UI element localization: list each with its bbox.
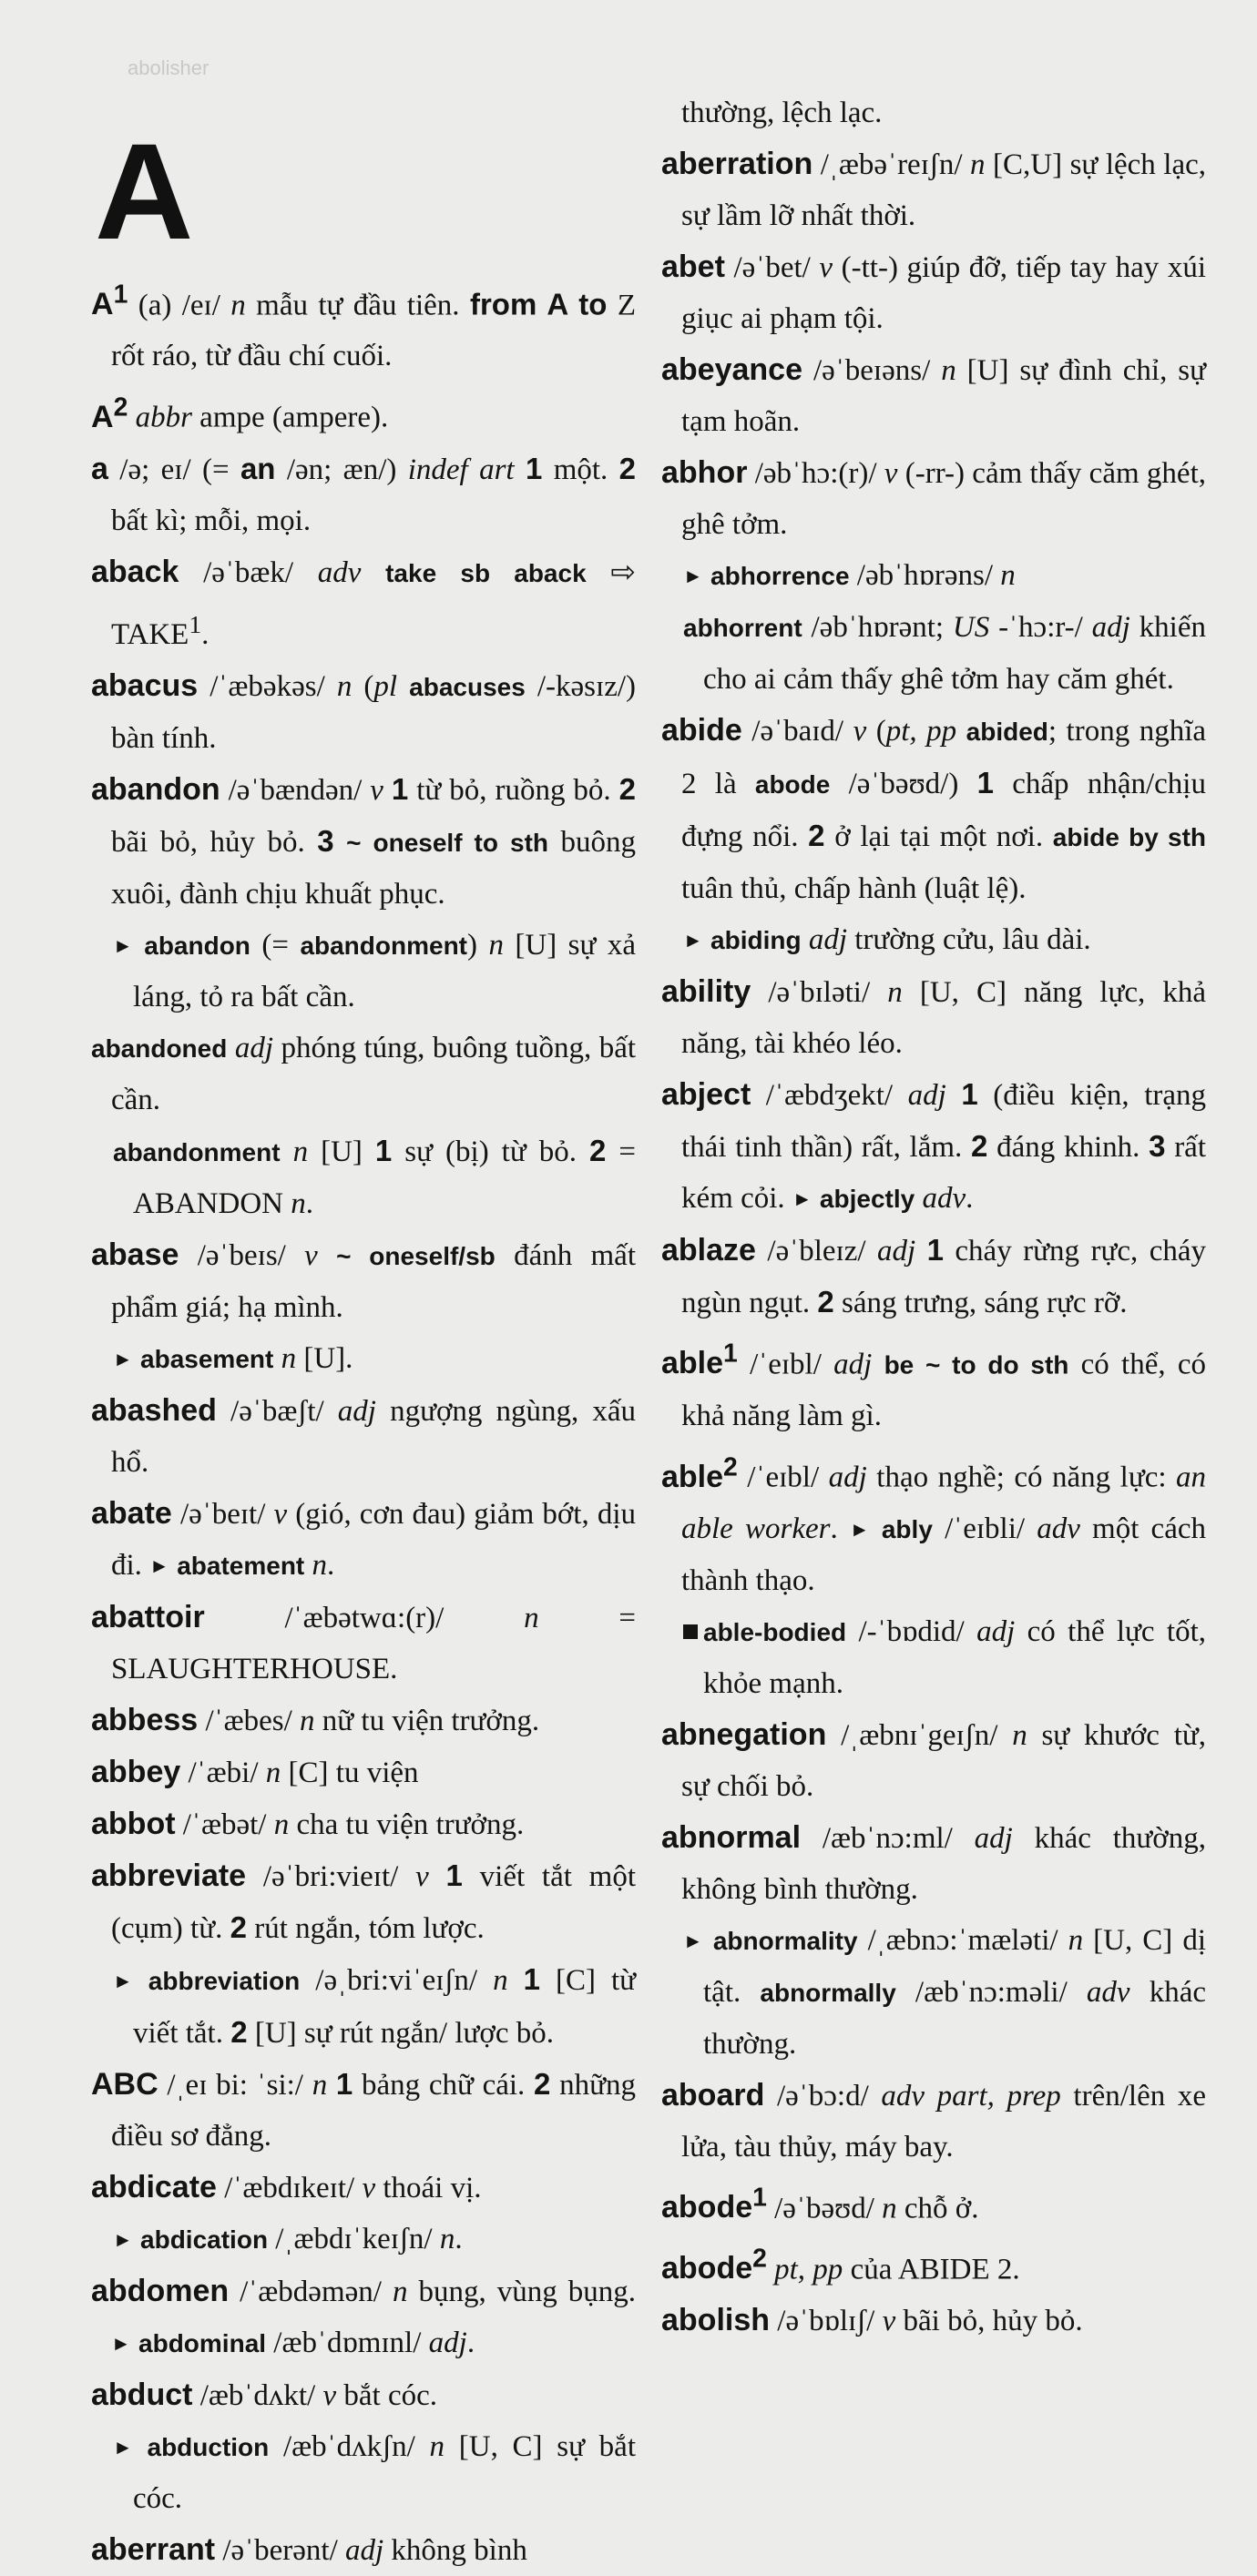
right-column	[661, 0, 1206, 2347]
dictionary-entry: a /ə; eɪ/ (= an /ən; æn/) indef art 1 một. 2 bất kì; mỗi, mọi.	[91, 451, 637, 537]
dictionary-entry: abacus /ˈæbəkəs/ n (pl abacuses /-kəsɪz/) bàn tính.	[91, 667, 636, 755]
show-through-header: abolisher	[128, 56, 210, 79]
dictionary-entry: aback /əˈbæk/ adv take sb aback ⇨ TAKE$^1$.	[91, 554, 636, 651]
dictionary-entry: $A^1$ (a) /eɪ/ n mẫu tự đầu tiên. from A to Z rốt ráo, từ đầu chí cuối.	[91, 280, 636, 373]
dictionary-entry: ► abandon (= abandonment) n [U] sự xả láng, tỏ ra bất cần.	[113, 928, 637, 1013]
left-entries	[91, 270, 636, 2576]
dictionary-entry: ► abdication /ˌæbdɪˈkeɪʃn/ n.	[113, 2222, 463, 2255]
dictionary-entry: ► abiding adj trường cửu, lâu dài.	[683, 923, 1091, 956]
dictionary-entry: abase /əˈbeɪs/ v ~ oneself/sb đánh mất phẩm giá; hạ mình.	[91, 1237, 636, 1324]
dictionary-entry: abide /əˈbaɪd/ v (pt, pp abided; trong nghĩa 2 là abode /əˈbəʊd/) 1 chấp nhận/chịu đựng nổi. 2 ở lại tại một nơi. abide by sth tuân thủ, chấp hành (luật lệ).	[661, 713, 1207, 905]
dictionary-entry: abdomen /ˈæbdəmən/ n bụng, vùng bụng. ► abdominal /æbˈdɒmɪnl/ adj.	[91, 2273, 636, 2359]
dictionary-entry: ► abhorrence /əbˈhɒrəns/ n	[683, 559, 1016, 592]
dictionary-entry: abate /əˈbeɪt/ v (gió, cơn đau) giảm bớt, dịu đi. ► abatement n.	[91, 1495, 636, 1582]
dictionary-entry: abduct /æbˈdʌkt/ v bắt cóc.	[91, 2377, 437, 2412]
dictionary-entry: ablaze /əˈbleɪz/ adj 1 cháy rừng rực, cháy ngùn ngụt. 2 sáng trưng, sáng rực rỡ.	[661, 1233, 1206, 1319]
dictionary-entry: abhor /əbˈhɔ:(r)/ v (-rr-) cảm thấy căm ghét, ghê tởm.	[661, 455, 1206, 541]
dictionary-entry: abode$^2$ pt, pp của ABIDE 2.	[661, 2244, 1020, 2286]
dictionary-entry: abbot /ˈæbət/ n cha tu viện trưởng.	[91, 1806, 525, 1841]
dictionary-entry: abhorrent /əbˈhɒrənt; US -ˈhɔ:r-/ adj khiến cho ai cảm thấy ghê tởm hay căm ghét.	[683, 611, 1206, 696]
dictionary-entry: ► abbreviation /əˌbri:viˈeɪʃn/ n 1 [C] từ viết tắt. 2 [U] sự rút ngắn/ lược bỏ.	[113, 1961, 637, 2050]
dictionary-entry: able$^2$ /ˈeɪbl/ adj thạo nghề; có năng lực: an able worker. ► ably /ˈeɪbli/ adv một cách thành thạo.	[661, 1452, 1207, 1597]
dictionary-entry: abeyance /əˈbeɪəns/ n [U] sự đình chỉ, sự tạm hoãn.	[661, 352, 1207, 438]
section-letter: A	[95, 115, 194, 268]
dictionary-entry: ABC /ˌeɪ bi: ˈsi:/ n 1 bảng chữ cái. 2 những điều sơ đẳng.	[91, 2066, 636, 2153]
dictionary-entry: abattoir /ˈæbətwɑ:(r)/ n = SLAUGHTERHOUSE.	[91, 1599, 636, 1685]
dictionary-entry: abdicate /ˈæbdɪkeɪt/ v thoái vị.	[91, 2169, 482, 2204]
dictionary-entry: abbreviate /əˈbri:vieɪt/ v 1 viết tắt một (cụm) từ. 2 rút ngắn, tóm lược.	[91, 1858, 637, 1945]
dictionary-entry: abet /əˈbet/ v (-tt-) giúp đỡ, tiếp tay hay xúi giục ai phạm tội.	[661, 249, 1206, 335]
dictionary-entry: aberration /ˌæbəˈreɪʃn/ n [C,U] sự lệch lạc, sự lầm lỡ nhất thời.	[661, 147, 1206, 232]
right-entries	[661, 87, 1206, 2347]
dictionary-entry: abnormal /æbˈnɔ:ml/ adj khác thường, không bình thường.	[661, 1819, 1206, 1906]
dictionary-entry: aboard /əˈbɔ:d/ adv part, prep trên/lên xe lửa, tàu thủy, máy bay.	[661, 2077, 1206, 2164]
dictionary-entry: able$^1$ /ˈeɪbl/ adj be ~ to do sth có thể, có khả năng làm gì.	[661, 1339, 1207, 1433]
dictionary-entry: able-bodied /-ˈbɒdid/ adj có thể lực tốt, khỏe mạnh.	[661, 1606, 1206, 1709]
dictionary-entry: abashed /əˈbæʃt/ adj ngượng ngùng, xấu hổ.	[91, 1392, 636, 1479]
dictionary-entry: thường, lệch lạc.	[681, 97, 883, 129]
dictionary-entry: ► abduction /æbˈdʌkʃn/ n [U, C] sự bắt cóc.	[113, 2429, 637, 2515]
dictionary-entry: abode$^1$ /əˈbəʊd/ n chỗ ở.	[661, 2183, 979, 2225]
dictionary-entry: ► abasement n [U].	[113, 1341, 353, 1375]
dictionary-entry: aberrant /əˈberənt/ adj không bình	[91, 2531, 527, 2567]
dictionary-entry: abolish /əˈbɒlɪʃ/ v bãi bỏ, hủy bỏ.	[661, 2303, 1083, 2338]
left-column	[91, 0, 636, 2576]
dictionary-entry: abandon /əˈbændən/ v 1 từ bỏ, ruồng bỏ. 2 bãi bỏ, hủy bỏ. 3 ~ oneself to sth buông xuôi, đành chịu khuất phục.	[91, 771, 637, 911]
dictionary-entry: ► abnormality /ˌæbnɔ:ˈmæləti/ n [U, C] dị tật. abnormally /æbˈnɔ:məli/ adv khác thường.	[683, 1923, 1206, 2061]
dictionary-entry: abandoned adj phóng túng, buông tuồng, bất cần.	[91, 1031, 637, 1116]
dictionary-entry: abbey /ˈæbi/ n [C] tu viện	[91, 1754, 419, 1789]
dictionary-entry: abandonment n [U] 1 sự (bị) từ bỏ. 2 = ABANDON n.	[113, 1133, 636, 1220]
dictionary-entry: abbess /ˈæbes/ n nữ tu viện trưởng.	[91, 1702, 540, 1737]
dictionary-entry: ability /əˈbɪləti/ n [U, C] năng lực, khả năng, tài khéo léo.	[661, 974, 1206, 1060]
dictionary-entry: $A^2$ abbr ampe (ampere).	[91, 392, 389, 434]
dictionary-entry: abject /ˈæbdʒekt/ adj 1 (điều kiện, trạng thái tinh thần) rất, lắm. 2 đáng khinh. 3 rất kém cỏi. ► abjectly adv.	[661, 1077, 1206, 1215]
dictionary-entry: abnegation /ˌæbnɪˈgeɪʃn/ n sự khước từ, sự chối bỏ.	[661, 1716, 1206, 1803]
